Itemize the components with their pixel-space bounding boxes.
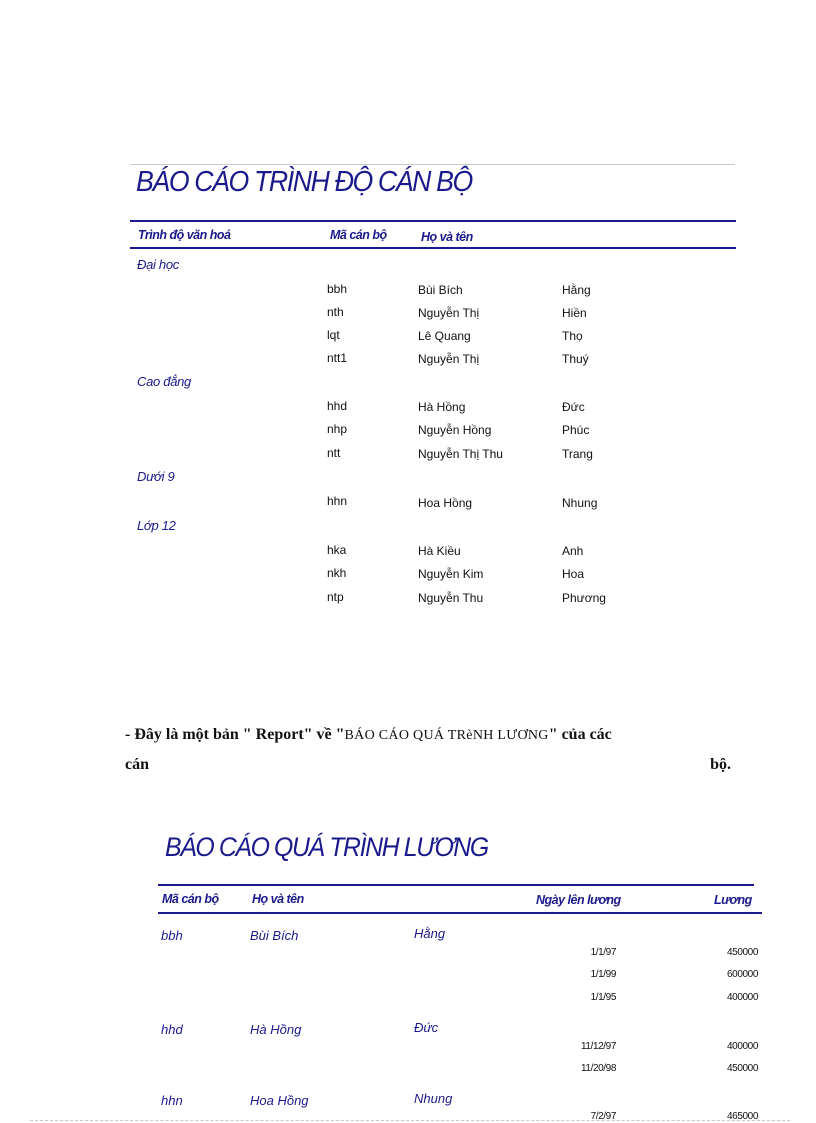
table-cell-code: ntp [327,590,344,604]
report1-header-education: Trình độ văn hoá [138,228,231,242]
table-cell-given: Phúc [562,423,590,437]
paragraph-line2-right: bộ. [710,756,731,773]
report1-group-label: Dưới 9 [137,469,175,484]
report2-header-top-line [158,884,754,886]
report1-group-label: Lớp 12 [137,518,176,533]
report1-title: BÁO CÁO TRÌNH ĐỘ CÁN BỘ [136,166,472,198]
salary-amount: 400000 [727,1041,758,1052]
salary-amount: 600000 [727,969,758,980]
paragraph-prefix: - Đây là một bản " Report" về " [125,726,345,743]
table-cell-name: Lê Quang [418,329,471,343]
table-cell-given: Thuý [562,352,589,366]
employee-given-name: Nhung [414,1091,453,1106]
table-cell-code: hhd [327,399,348,413]
salary-date: 11/12/97 [581,1041,616,1052]
paragraph-quoted-title: BÁO CÁO QUÁ TRèNH LƯƠNG [344,728,549,743]
salary-date: 7/2/97 [590,1111,616,1122]
table-cell-name: Nguyễn Thị [418,306,480,320]
paragraph-line-2 [125,750,731,779]
table-cell-code: hka [327,543,347,557]
employee-name: Hoa Hồng [250,1093,309,1108]
report1-top-rule [130,164,735,165]
table-cell-name: Nguyễn Hồng [418,423,492,437]
report2-header-date: Ngày lên lương [536,893,621,907]
table-cell-code: nkh [327,566,347,580]
table-cell-name: Hoa Hồng [418,496,473,510]
table-cell-name: Nguyễn Thị Thu [418,447,503,461]
report1-header-code: Mã cán bộ [330,228,387,242]
salary-amount: 400000 [727,992,758,1003]
table-cell-given: Trang [562,447,593,461]
table-cell-code: hhn [327,494,348,508]
table-cell-given: Đức [562,400,585,414]
description-paragraph [125,720,731,779]
table-cell-code: lqt [327,328,340,342]
table-cell-code: bbh [327,282,348,296]
paragraph-line2-left: cán [125,756,149,773]
table-cell-given: Nhung [562,496,598,510]
report1-group-label: Cao đẳng [137,374,191,389]
salary-date: 11/20/98 [581,1063,616,1074]
salary-amount: 450000 [727,1063,758,1074]
report2-header-salary: Lương [714,893,752,907]
employee-given-name: Đức [414,1020,439,1035]
table-cell-name: Bùi Bích [418,283,463,297]
report1-header-top-line [130,220,736,222]
report2-header-code: Mã cán bộ [162,892,219,906]
table-cell-name: Nguyễn Thu [418,591,484,605]
report2-title: BÁO CÁO QUÁ TRÌNH LƯƠNG [165,832,488,862]
employee-name: Hà Hồng [250,1022,302,1037]
report2-header-fullname: Họ và tên [252,892,304,906]
employee-code: bbh [161,928,183,943]
report1-header-fullname: Họ và tên [421,230,473,244]
paragraph-line-1 [125,720,731,750]
employee-given-name: Hằng [414,926,446,941]
table-cell-name: Nguyễn Thị [418,352,480,366]
employee-code: hhd [161,1022,183,1037]
employee-code: hhn [161,1093,183,1108]
salary-date: 1/1/95 [590,992,616,1003]
report1-header-bottom-line [130,247,736,249]
salary-date: 1/1/97 [590,947,616,958]
salary-amount: 450000 [727,947,758,958]
table-cell-code: nhp [327,422,348,436]
table-cell-given: Phương [562,591,606,605]
table-cell-given: Hoa [562,567,585,581]
paragraph-line1-text [125,720,612,750]
table-cell-given: Hiền [562,306,587,320]
salary-date: 1/1/99 [590,969,616,980]
employee-name: Bùi Bích [250,928,299,943]
page-bottom-edge [30,1120,790,1121]
table-cell-code: ntt [327,446,341,460]
salary-amount: 465000 [727,1111,758,1122]
table-cell-name: Hà Kiều [418,544,461,558]
table-cell-name: Nguyễn Kim [418,567,484,581]
table-cell-given: Thọ [562,329,583,343]
table-cell-name: Hà Hồng [418,400,466,414]
table-cell-code: ntt1 [327,351,348,365]
paragraph-suffix: " của các [548,726,612,743]
report2-header-bottom-line [158,912,762,914]
table-cell-code: nth [327,305,344,319]
table-cell-given: Anh [562,544,584,558]
report1-group-label: Đại học [137,257,179,272]
table-cell-given: Hằng [562,283,591,297]
